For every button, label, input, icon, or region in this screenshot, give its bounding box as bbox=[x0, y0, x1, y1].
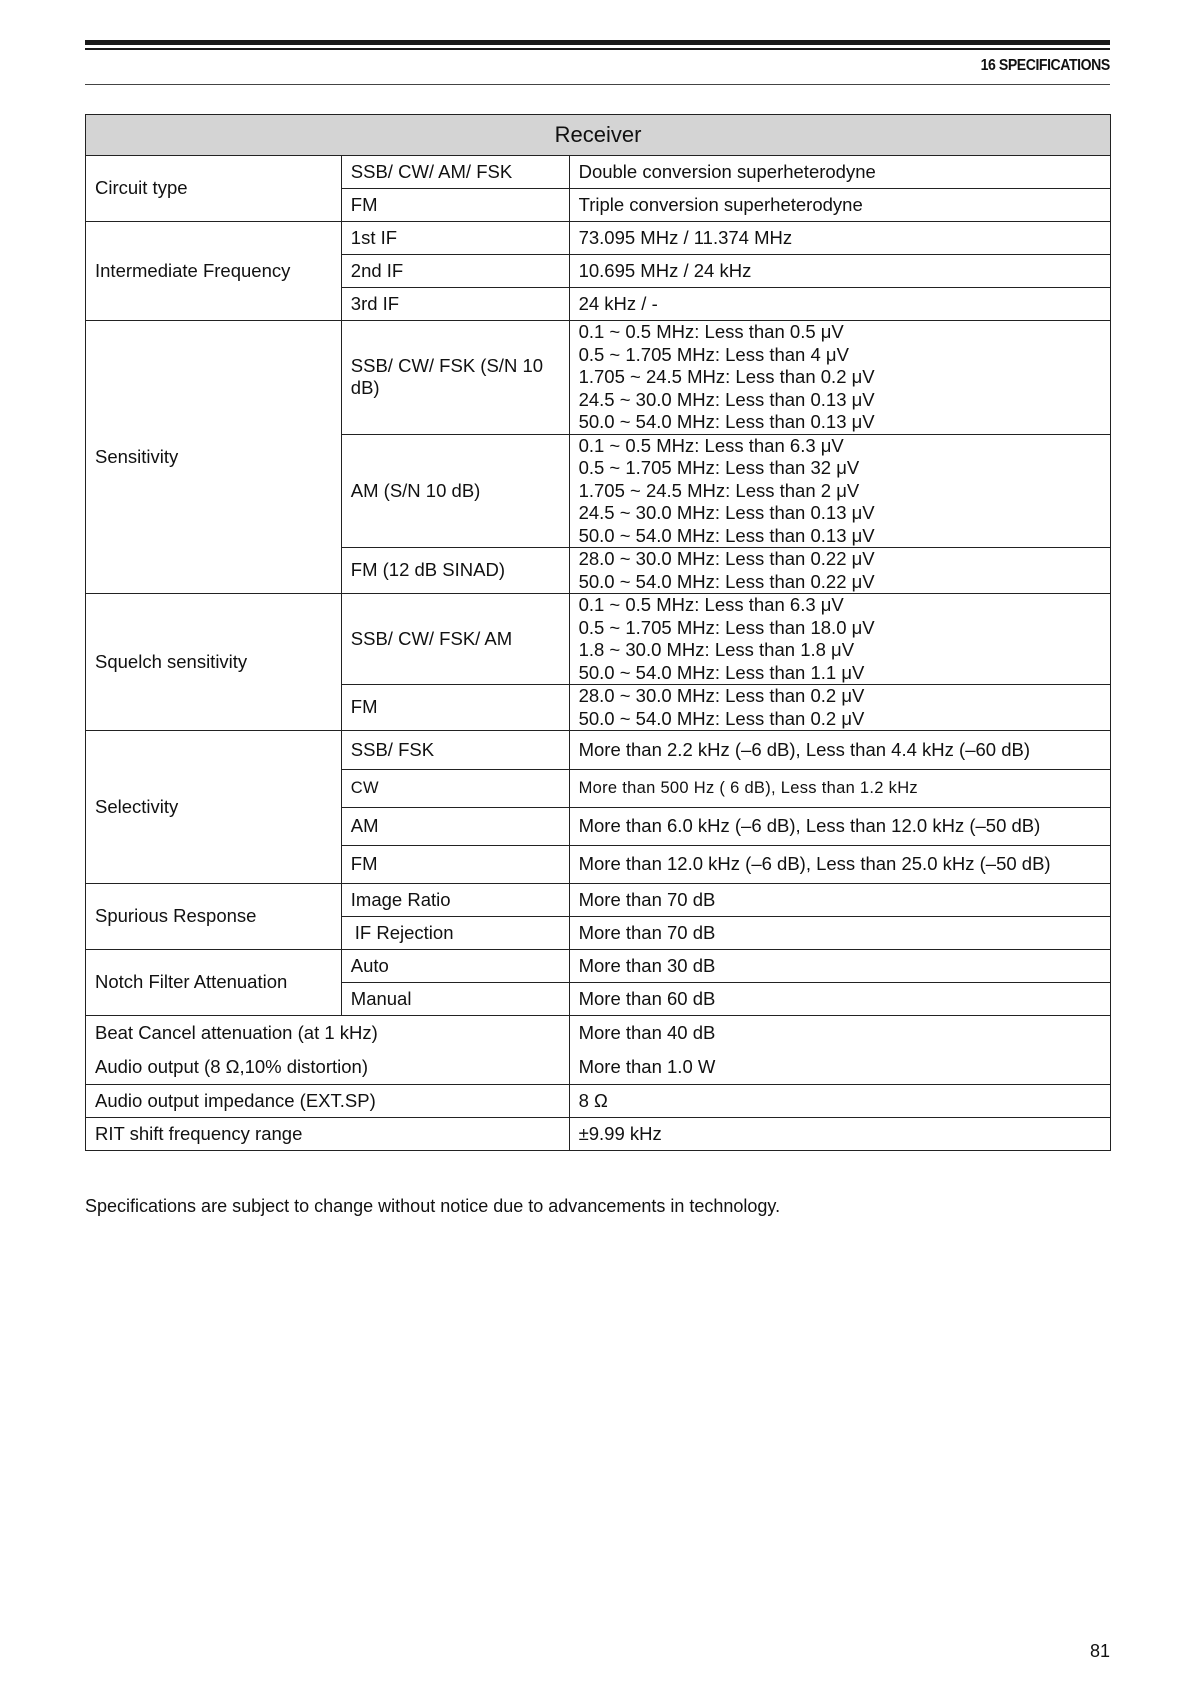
rit-label: RIT shift frequency range bbox=[86, 1118, 570, 1151]
sensitivity-am-line: 0.5 ~ 1.705 MHz: Less than 32 μV bbox=[578, 457, 860, 478]
sensitivity-am-line: 0.1 ~ 0.5 MHz: Less than 6.3 μV bbox=[578, 434, 844, 456]
squelch-fm-line: 28.0 ~ 30.0 MHz: Less than 0.2 μV bbox=[578, 685, 865, 706]
notch-auto-value: More than 30 dB bbox=[569, 950, 1110, 983]
notch-label: Notch Filter Attenuation bbox=[86, 950, 342, 1016]
squelch-ssb-line: 0.5 ~ 1.705 MHz: Less than 18.0 μV bbox=[578, 616, 875, 638]
rit-value: ±9.99 kHz bbox=[569, 1118, 1110, 1151]
sensitivity-ssb-mode: SSB/ CW/ FSK (S/N 10 dB) bbox=[341, 321, 569, 435]
sensitivity-ssb-line: 50.0 ~ 54.0 MHz: Less than 0.13 μV bbox=[578, 411, 875, 432]
selectivity-am-value: More than 6.0 kHz (–6 dB), Less than 12.0 kHz (–50 dB) bbox=[569, 808, 1110, 846]
sensitivity-ssb-line: 24.5 ~ 30.0 MHz: Less than 0.13 μV bbox=[578, 388, 875, 410]
selectivity-ssb-value: More than 2.2 kHz (–6 dB), Less than 4.4 kHz (–60 dB) bbox=[569, 731, 1110, 770]
sensitivity-ssb-line: 1.705 ~ 24.5 MHz: Less than 0.2 μV bbox=[578, 366, 875, 387]
header-rule-thin bbox=[85, 48, 1110, 50]
squelch-fm-mode: FM bbox=[341, 685, 569, 731]
spurious-label: Spurious Response bbox=[86, 884, 342, 950]
beat-audio-labels bbox=[86, 1016, 570, 1085]
sensitivity-label: Sensitivity bbox=[86, 321, 342, 594]
sensitivity-ssb-line: 0.5 ~ 1.705 MHz: Less than 4 μV bbox=[578, 343, 849, 365]
beat-cancel-label: Beat Cancel attenuation (at 1 kHz) bbox=[95, 1022, 378, 1043]
footnote: Specifications are subject to change without notice due to advancements in technology. bbox=[85, 1196, 781, 1216]
sensitivity-ssb-values bbox=[569, 321, 1110, 435]
sensitivity-fm-line: 50.0 ~ 54.0 MHz: Less than 0.22 μV bbox=[578, 570, 875, 592]
sensitivity-fm-values bbox=[569, 548, 1110, 594]
squelch-ssb-line: 0.1 ~ 0.5 MHz: Less than 6.3 μV bbox=[578, 594, 844, 615]
circuit-type-fm-mode: FM bbox=[341, 189, 569, 222]
notch-manual-value: More than 60 dB bbox=[569, 983, 1110, 1016]
audio-output-value: More than 1.0 W bbox=[578, 1056, 716, 1077]
selectivity-cw-mode: CW bbox=[341, 770, 569, 808]
sensitivity-ssb-line: 0.1 ~ 0.5 MHz: Less than 0.5 μV bbox=[578, 321, 844, 342]
audio-impedance-value: 8 Ω bbox=[569, 1085, 1110, 1118]
header-rule-thick bbox=[85, 40, 1110, 45]
selectivity-fm-mode: FM bbox=[341, 846, 569, 884]
receiver-spec-table bbox=[85, 114, 1111, 1151]
if2-value: 10.695 MHz / 24 kHz bbox=[569, 255, 1110, 288]
if1-mode: 1st IF bbox=[341, 222, 569, 255]
circuit-type-fm-value: Triple conversion superheterodyne bbox=[569, 189, 1110, 222]
if1-value: 73.095 MHz / 11.374 MHz bbox=[569, 222, 1110, 255]
squelch-label: Squelch sensitivity bbox=[86, 594, 342, 731]
squelch-ssb-mode: SSB/ CW/ FSK/ AM bbox=[341, 594, 569, 685]
sensitivity-am-line: 50.0 ~ 54.0 MHz: Less than 0.13 μV bbox=[578, 524, 875, 546]
circuit-type-label: Circuit type bbox=[86, 156, 342, 222]
notch-auto-mode: Auto bbox=[341, 950, 569, 983]
selectivity-cw-value: More than 500 Hz ( 6 dB), Less than 1.2 kHz bbox=[569, 770, 1110, 808]
sensitivity-am-values bbox=[569, 434, 1110, 548]
spurious-image-value: More than 70 dB bbox=[569, 884, 1110, 917]
spurious-if-mode: IF Rejection bbox=[341, 917, 569, 950]
selectivity-fm-value: More than 12.0 kHz (–6 dB), Less than 25.0 kHz (–50 dB) bbox=[569, 846, 1110, 884]
sensitivity-fm-line: 28.0 ~ 30.0 MHz: Less than 0.22 μV bbox=[578, 548, 875, 569]
spurious-if-value: More than 70 dB bbox=[569, 917, 1110, 950]
if-label: Intermediate Frequency bbox=[86, 222, 342, 321]
sensitivity-am-mode: AM (S/N 10 dB) bbox=[341, 434, 569, 548]
sensitivity-am-line: 24.5 ~ 30.0 MHz: Less than 0.13 μV bbox=[578, 502, 875, 523]
page-number: 81 bbox=[1089, 1641, 1110, 1661]
audio-impedance-label: Audio output impedance (EXT.SP) bbox=[86, 1085, 570, 1118]
if3-mode: 3rd IF bbox=[341, 288, 569, 321]
squelch-ssb-line: 50.0 ~ 54.0 MHz: Less than 1.1 μV bbox=[578, 661, 865, 683]
section-title: 16 SPECIFICATIONS bbox=[980, 57, 1110, 74]
squelch-fm-values bbox=[569, 685, 1110, 731]
circuit-type-ssb-mode: SSB/ CW/ AM/ FSK bbox=[341, 156, 569, 189]
beat-cancel-value: More than 40 dB bbox=[578, 1022, 716, 1043]
if3-value: 24 kHz / - bbox=[569, 288, 1110, 321]
squelch-fm-line: 50.0 ~ 54.0 MHz: Less than 0.2 μV bbox=[578, 707, 865, 729]
selectivity-label: Selectivity bbox=[86, 731, 342, 884]
squelch-ssb-line: 1.8 ~ 30.0 MHz: Less than 1.8 μV bbox=[578, 639, 855, 660]
audio-output-label: Audio output (8 Ω,10% distortion) bbox=[95, 1056, 368, 1077]
if2-mode: 2nd IF bbox=[341, 255, 569, 288]
header-rule-under bbox=[85, 84, 1110, 85]
selectivity-am-mode: AM bbox=[341, 808, 569, 846]
notch-manual-mode: Manual bbox=[341, 983, 569, 1016]
spurious-image-mode: Image Ratio bbox=[341, 884, 569, 917]
selectivity-ssb-mode: SSB/ FSK bbox=[341, 731, 569, 770]
table-title: Receiver bbox=[86, 115, 1111, 156]
squelch-ssb-values bbox=[569, 594, 1110, 685]
sensitivity-fm-mode: FM (12 dB SINAD) bbox=[341, 548, 569, 594]
sensitivity-am-line: 1.705 ~ 24.5 MHz: Less than 2 μV bbox=[578, 479, 860, 501]
circuit-type-ssb-value: Double conversion superheterodyne bbox=[569, 156, 1110, 189]
beat-audio-values bbox=[569, 1016, 1110, 1085]
